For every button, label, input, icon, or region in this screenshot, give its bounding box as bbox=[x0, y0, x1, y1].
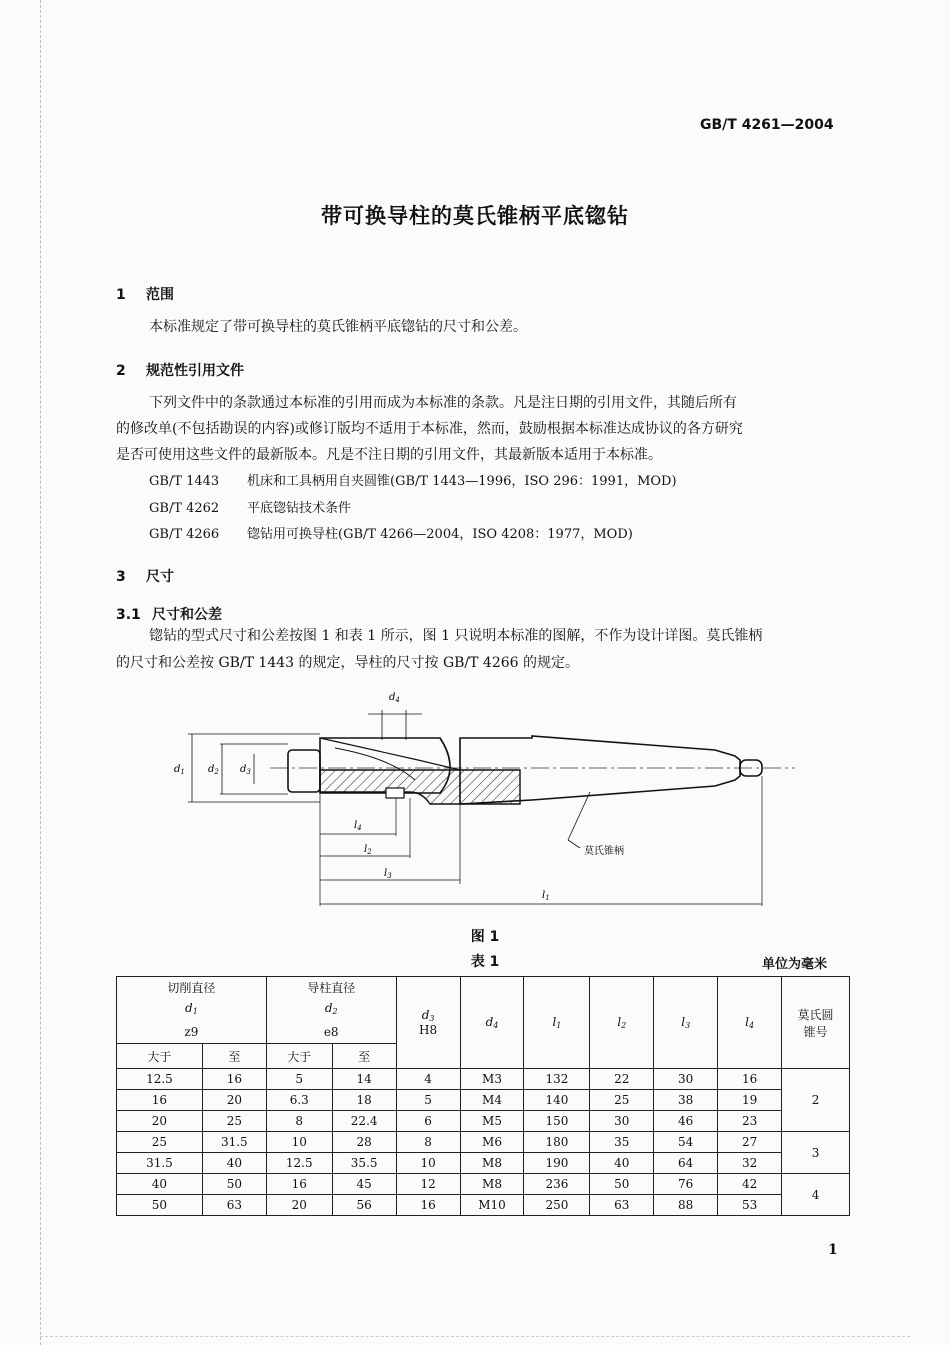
symbol-subscript: 1 bbox=[556, 1021, 562, 1030]
dimension-table bbox=[116, 976, 850, 1216]
reference-code: GB/T 4262 bbox=[149, 501, 220, 516]
table-row bbox=[117, 1090, 850, 1111]
cell: 16 bbox=[396, 1195, 460, 1216]
standard-code: GB/T 4261—2004 bbox=[700, 117, 834, 133]
cell: 25 bbox=[202, 1111, 266, 1132]
symbol: l bbox=[617, 1015, 622, 1029]
dim-label-d4: $d_4$ bbox=[389, 692, 400, 704]
header-label: 锥号 bbox=[803, 1024, 828, 1039]
symbol-subscript: 4 bbox=[493, 1021, 499, 1030]
cell: 180 bbox=[524, 1132, 590, 1153]
cell: 236 bbox=[524, 1174, 590, 1195]
cell: 30 bbox=[590, 1111, 654, 1132]
table-caption: 表 1 bbox=[470, 954, 500, 970]
table-unit: 单位为毫米 bbox=[762, 957, 828, 972]
cell: 35 bbox=[590, 1132, 654, 1153]
header-label: 导柱直径 bbox=[307, 981, 356, 995]
normative-paragraph-line: 下列文件中的条款通过本标准的引用而成为本标准的条款。凡是注日期的引用文件，其随后所有 bbox=[149, 395, 737, 411]
reference-title: 平底锪钻技术条件 bbox=[247, 501, 352, 516]
cell: 190 bbox=[524, 1153, 590, 1174]
table-row bbox=[117, 1069, 850, 1090]
header-d3 bbox=[396, 977, 460, 1069]
reference-entry bbox=[149, 497, 351, 516]
reference-code: GB/T 1443 bbox=[149, 474, 220, 489]
header-to: 至 bbox=[332, 1044, 396, 1069]
cell: 64 bbox=[654, 1153, 718, 1174]
header-pilot-diameter bbox=[266, 977, 396, 1044]
header-tolerance: z9 bbox=[184, 1025, 199, 1039]
header-d4 bbox=[460, 977, 524, 1069]
dim-label-l1: $l_1$ bbox=[542, 890, 550, 902]
table-row bbox=[117, 1195, 850, 1216]
cell: 6.3 bbox=[266, 1090, 332, 1111]
cell: 5 bbox=[266, 1069, 332, 1090]
header-tolerance: e8 bbox=[323, 1025, 339, 1039]
leader-line bbox=[568, 792, 590, 840]
cell: 38 bbox=[654, 1090, 718, 1111]
cell: 88 bbox=[654, 1195, 718, 1216]
reference-title: 锪钻用可换导柱(GB/T 4266—2004，ISO 4208：1977，MOD) bbox=[247, 527, 633, 542]
figure-caption: 图 1 bbox=[470, 929, 500, 945]
symbol: d bbox=[324, 1001, 333, 1015]
cell: 76 bbox=[654, 1174, 718, 1195]
cell: 20 bbox=[266, 1195, 332, 1216]
cell: M8 bbox=[460, 1174, 524, 1195]
header-cutting-diameter bbox=[117, 977, 267, 1044]
section-2-heading bbox=[116, 360, 244, 380]
section-3-heading bbox=[116, 566, 174, 586]
cell: M5 bbox=[460, 1111, 524, 1132]
cell: 28 bbox=[332, 1132, 396, 1153]
symbol: d bbox=[421, 1008, 430, 1022]
cell: 50 bbox=[117, 1195, 203, 1216]
cell: 31.5 bbox=[117, 1153, 203, 1174]
section-hatch bbox=[320, 770, 520, 804]
subsection-title: 尺寸和公差 bbox=[152, 607, 222, 623]
section-number: 3 bbox=[116, 569, 126, 585]
header-over: 大于 bbox=[266, 1044, 332, 1069]
cell: 40 bbox=[590, 1153, 654, 1174]
subsection-3-1-heading bbox=[116, 604, 222, 624]
header-l1 bbox=[524, 977, 590, 1069]
symbol-subscript: 3 bbox=[429, 1014, 435, 1023]
header-l2 bbox=[590, 977, 654, 1069]
cell: 16 bbox=[266, 1174, 332, 1195]
header-over: 大于 bbox=[117, 1044, 203, 1069]
cell: 250 bbox=[524, 1195, 590, 1216]
cell: 35.5 bbox=[332, 1153, 396, 1174]
dim-label-l4: $l_4$ bbox=[354, 820, 362, 832]
cell: 16 bbox=[718, 1069, 782, 1090]
cell: 23 bbox=[718, 1111, 782, 1132]
section-title: 规范性引用文件 bbox=[146, 363, 244, 379]
bottom-border-line bbox=[40, 1336, 910, 1337]
cell: 8 bbox=[396, 1132, 460, 1153]
table-row bbox=[117, 1111, 850, 1132]
cell: 53 bbox=[718, 1195, 782, 1216]
pilot-outline bbox=[288, 750, 320, 792]
symbol-subscript: 1 bbox=[192, 1007, 198, 1016]
scope-paragraph: 本标准规定了带可换导柱的莫氏锥柄平底锪钻的尺寸和公差。 bbox=[149, 319, 527, 335]
cell: 20 bbox=[117, 1111, 203, 1132]
section-title: 范围 bbox=[146, 287, 174, 303]
table-row bbox=[117, 1174, 850, 1195]
cell: 56 bbox=[332, 1195, 396, 1216]
cell: 46 bbox=[654, 1111, 718, 1132]
cell: 50 bbox=[590, 1174, 654, 1195]
cell: 16 bbox=[117, 1090, 203, 1111]
cell: 25 bbox=[590, 1090, 654, 1111]
cell: 132 bbox=[524, 1069, 590, 1090]
cell: 12 bbox=[396, 1174, 460, 1195]
header-label: 切削直径 bbox=[167, 981, 216, 995]
symbol: d bbox=[185, 1001, 193, 1015]
cell: 42 bbox=[718, 1174, 782, 1195]
cell: 14 bbox=[332, 1069, 396, 1090]
symbol: l bbox=[552, 1015, 557, 1029]
normative-paragraph-line: 是否可使用这些文件的最新版本。凡是不注日期的引用文件，其最新版本适用于本标准。 bbox=[116, 447, 662, 463]
dimensions-paragraph-line: 的尺寸和公差按 GB/T 1443 的规定，导柱的尺寸按 GB/T 4266 的规定。 bbox=[116, 655, 580, 671]
cell: 63 bbox=[202, 1195, 266, 1216]
symbol: l bbox=[681, 1015, 686, 1029]
cell: 25 bbox=[117, 1132, 203, 1153]
section-number: 2 bbox=[116, 363, 126, 379]
morse-taper-cell: 3 bbox=[782, 1132, 850, 1174]
symbol-subscript: 2 bbox=[621, 1021, 627, 1030]
cell: 32 bbox=[718, 1153, 782, 1174]
header-l3 bbox=[654, 977, 718, 1069]
table-row bbox=[117, 1153, 850, 1174]
cell: 18 bbox=[332, 1090, 396, 1111]
header-to: 至 bbox=[202, 1044, 266, 1069]
cell: 4 bbox=[396, 1069, 460, 1090]
section-1-heading bbox=[116, 284, 174, 304]
header-symbol bbox=[397, 1008, 460, 1023]
cell: 16 bbox=[202, 1069, 266, 1090]
header-tolerance: H8 bbox=[419, 1023, 438, 1037]
document-title: 带可换导柱的莫氏锥柄平底锪钻 bbox=[321, 204, 629, 228]
reference-title: 机床和工具柄用自夹圆锥(GB/T 1443—1996，ISO 296：1991，MOD) bbox=[247, 474, 677, 489]
symbol: l bbox=[745, 1015, 749, 1029]
cell: 8 bbox=[266, 1111, 332, 1132]
cell: 40 bbox=[117, 1174, 203, 1195]
reference-entry bbox=[149, 470, 677, 489]
dimensions-paragraph-line: 锪钻的型式尺寸和公差按图 1 和表 1 所示，图 1 只说明本标准的图解，不作为设计详图。莫氏锥柄 bbox=[149, 628, 763, 644]
cell: 6 bbox=[396, 1111, 460, 1132]
dim-label-d1: $d_1$ bbox=[174, 764, 185, 776]
cell: 150 bbox=[524, 1111, 590, 1132]
cell: 5 bbox=[396, 1090, 460, 1111]
cell: M6 bbox=[460, 1132, 524, 1153]
cell: 10 bbox=[396, 1153, 460, 1174]
cell: 22 bbox=[590, 1069, 654, 1090]
set-screw bbox=[386, 788, 404, 798]
cell: 27 bbox=[718, 1132, 782, 1153]
dim-label-l3: $l_3$ bbox=[384, 868, 392, 880]
reference-entry bbox=[149, 523, 633, 542]
dim-label-d2: $d_2$ bbox=[208, 764, 219, 776]
shank-label: 莫氏锥柄 bbox=[584, 846, 624, 857]
dim-label-d3: $d_3$ bbox=[240, 764, 251, 776]
page-number: 1 bbox=[828, 1242, 838, 1258]
header-symbol bbox=[267, 998, 396, 1022]
cell: 22.4 bbox=[332, 1111, 396, 1132]
cell: 19 bbox=[718, 1090, 782, 1111]
cutting-edge-line bbox=[320, 738, 460, 770]
normative-paragraph-line: 的修改单(不包括勘误的内容)或修订版均不适用于本标准，然而，鼓励根据本标准达成协议的各方研究 bbox=[116, 421, 743, 437]
leader-line bbox=[568, 840, 580, 848]
cell: 10 bbox=[266, 1132, 332, 1153]
cell: 50 bbox=[202, 1174, 266, 1195]
table-row bbox=[117, 1132, 850, 1153]
reference-code: GB/T 4266 bbox=[149, 527, 220, 542]
header-symbol bbox=[117, 998, 266, 1022]
header-label: 莫氏圆 bbox=[797, 1007, 834, 1022]
header-l4 bbox=[718, 977, 782, 1069]
cell: 31.5 bbox=[202, 1132, 266, 1153]
cell: M4 bbox=[460, 1090, 524, 1111]
morse-taper-cell: 4 bbox=[782, 1174, 850, 1216]
cell: M10 bbox=[460, 1195, 524, 1216]
figure-1-drawing bbox=[160, 688, 800, 910]
cell: M3 bbox=[460, 1069, 524, 1090]
subsection-number: 3.1 bbox=[116, 607, 141, 623]
cell: 12.5 bbox=[266, 1153, 332, 1174]
symbol-subscript: 2 bbox=[332, 1007, 338, 1016]
symbol: d bbox=[485, 1015, 494, 1029]
header-morse-taper bbox=[782, 977, 850, 1069]
symbol-subscript: 4 bbox=[748, 1021, 755, 1030]
section-title: 尺寸 bbox=[146, 569, 174, 585]
cell: 54 bbox=[654, 1132, 718, 1153]
cell: 40 bbox=[202, 1153, 266, 1174]
section-number: 1 bbox=[116, 287, 126, 303]
cell: 30 bbox=[654, 1069, 718, 1090]
cell: 63 bbox=[590, 1195, 654, 1216]
dim-label-l2: $l_2$ bbox=[364, 844, 372, 856]
cell: 140 bbox=[524, 1090, 590, 1111]
cell: 12.5 bbox=[117, 1069, 203, 1090]
cell: 45 bbox=[332, 1174, 396, 1195]
cell: 20 bbox=[202, 1090, 266, 1111]
symbol-subscript: 3 bbox=[685, 1021, 691, 1030]
morse-taper-cell: 2 bbox=[782, 1069, 850, 1132]
cell: M8 bbox=[460, 1153, 524, 1174]
